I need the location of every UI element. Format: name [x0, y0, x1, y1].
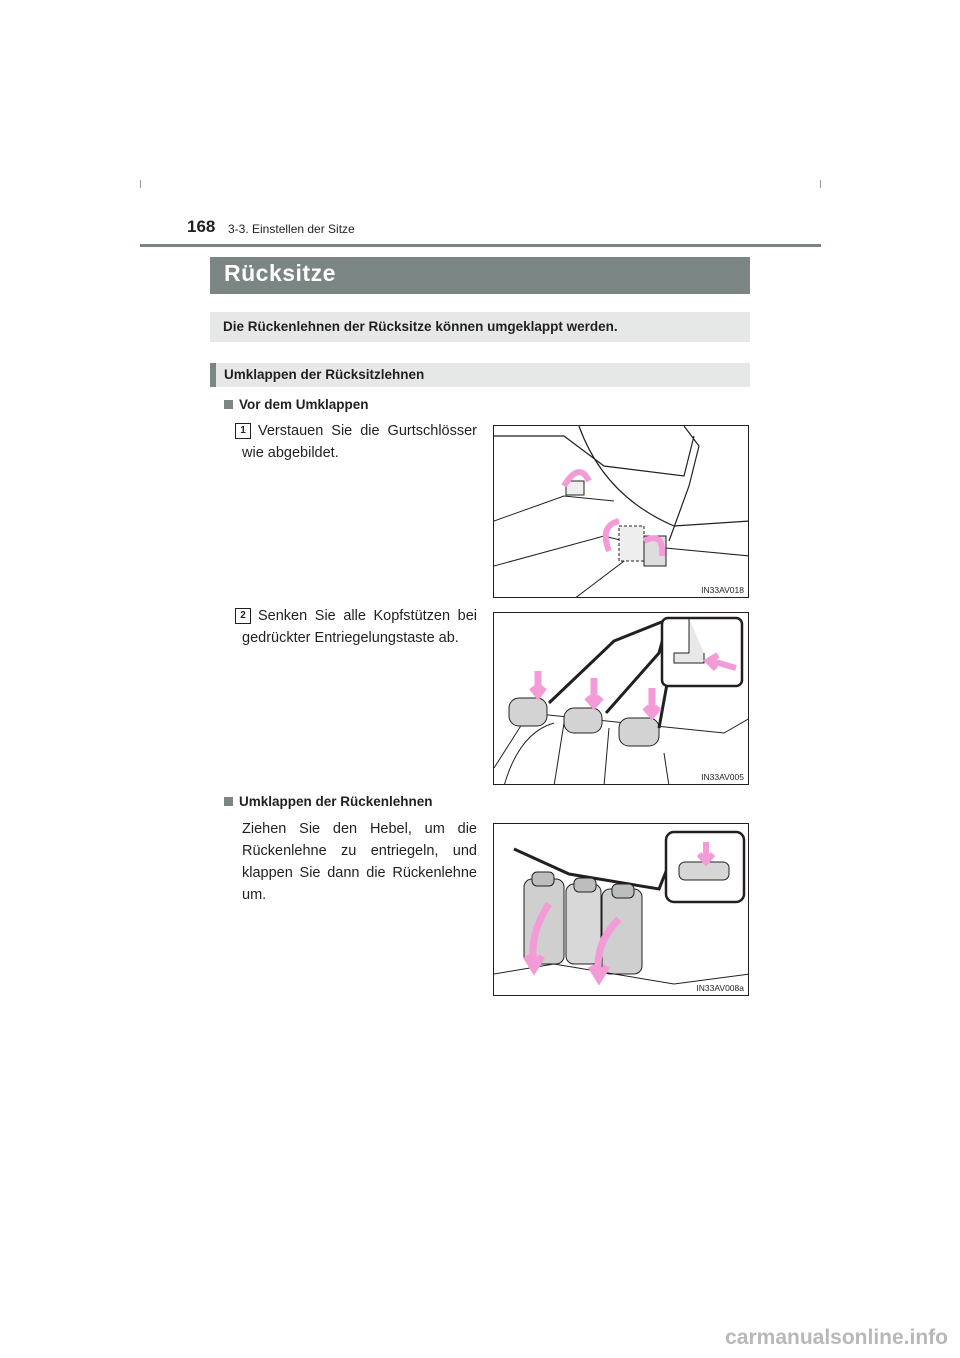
intro-box [210, 312, 750, 342]
heading-before-folding-text: Vor dem Umklappen [239, 397, 369, 412]
heading-fold-backrests-text: Umklappen der Rückenlehnen [239, 794, 433, 809]
figure-code-1: IN33AV018 [701, 585, 744, 595]
page-title-bar [210, 257, 750, 294]
header-rule [140, 244, 821, 247]
heading-fold-backrests [224, 794, 433, 809]
heading-before-folding [224, 397, 369, 412]
crop-mark-left [140, 180, 141, 188]
step-number-2: 2 [235, 608, 251, 624]
subsection-heading-bar [210, 363, 750, 387]
illustration-fold-backrest [494, 824, 749, 996]
crop-mark-right [820, 180, 821, 188]
step2-text: Senken Sie alle Kopfstützen bei gedrückter Entriegelungstaste ab. [242, 608, 477, 646]
square-bullet-icon [224, 400, 233, 409]
figure-code-2: IN33AV005 [701, 772, 744, 782]
intro-text: Die Rückenlehnen der Rücksitze können umgeklappt werden. [223, 319, 618, 334]
figure-belt-buckles [493, 425, 749, 598]
figure-fold-backrest [493, 823, 749, 996]
figure-code-3: IN33AV008a [696, 983, 744, 993]
illustration-belt-buckles [494, 426, 749, 598]
page-number: 168 [187, 217, 216, 236]
section-reference: 3-3. Einstellen der Sitze [228, 222, 355, 236]
subsection-heading: Umklappen der Rücksitzlehnen [224, 367, 425, 382]
square-bullet-icon [224, 797, 233, 806]
fold-text: Ziehen Sie den Hebel, um die Rückenlehne zu entriegeln, und klappen Sie dann die Rückenlehne um. [242, 821, 477, 903]
watermark: carmanualsonline.info [725, 1326, 948, 1349]
figure-headrests [493, 612, 749, 785]
page-title: Rücksitze [224, 260, 336, 286]
step1-text: Verstauen Sie die Gurtschlösser wie abgebildet. [242, 423, 477, 461]
illustration-headrests [494, 613, 749, 785]
step-number-1: 1 [235, 423, 251, 439]
